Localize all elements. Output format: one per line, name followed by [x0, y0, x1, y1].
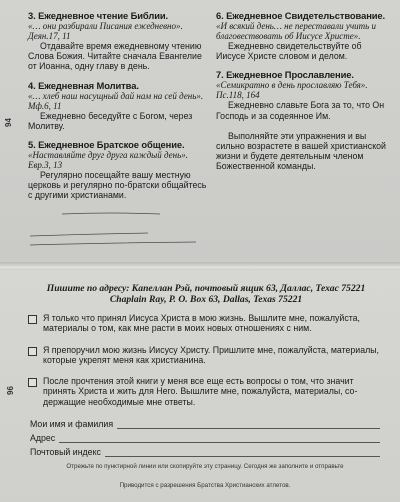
field-label: Адрес	[30, 433, 56, 443]
section-heading: 3. Ежедневное чтение Библии.	[28, 10, 169, 21]
field-line[interactable]	[59, 433, 380, 443]
section-quote: «… хлеб наш насущный дай нам на сей день». Мф.6, 11	[28, 90, 204, 111]
option-label: После прочтения этой книги у меня все еще есть вопросы о том, что значит принять Христа и жить для Него. Вышлите мне, пожалуйста, материалы, содержащие необходимые мне ответы.	[43, 376, 358, 407]
page-number-bottom: 96	[5, 386, 15, 395]
postal-code-field[interactable]	[30, 445, 380, 457]
option-have-questions[interactable]	[28, 376, 388, 407]
section-quote: «Семикратно в день прославляю Тебя». Пс.118, 164	[216, 80, 368, 101]
name-field[interactable]	[30, 417, 380, 429]
option-accepted-christ[interactable]	[28, 313, 388, 334]
section-heading: 6. Ежедневное Свидетельствование.	[216, 10, 386, 21]
option-label: Я только что принял Иисуса Христа в мою жизнь. Вышлите мне, пожалуйста, материалы о том, как мне расти в моих новых отношениях с ним.	[43, 313, 361, 334]
section-quote: «… они разбирали Писания ежедневно». Деян.17, 11	[28, 21, 183, 41]
section-heading: 5. Ежедневное Братское общение.	[28, 139, 185, 151]
checkbox[interactable]	[28, 315, 37, 324]
section-quote: «Наставляйте друг друга каждый день». Евр.3, 13	[28, 150, 188, 171]
field-label: Мои имя и фамилия	[30, 419, 114, 429]
section-text: Ежедневно свидетельствуйте об Иисусе Христе словом и делом.	[216, 41, 362, 62]
checkbox[interactable]	[28, 378, 37, 387]
mailing-address	[36, 283, 376, 305]
section-heading: 4. Ежедневная Молитва.	[28, 79, 139, 91]
address-line-russian: Пишите по адресу: Капеллан Рэй, почтовый ящик 63, Даллас, Техас 75221	[46, 283, 366, 294]
field-line[interactable]	[105, 447, 380, 457]
section-text: Ежедневно славьте Бога за то, что Он Господь и за содеянное Им.	[216, 100, 385, 121]
section-text: Ежедневно беседуйте с Богом, через Молитву.	[28, 110, 193, 131]
checkbox[interactable]	[28, 347, 37, 356]
address-field[interactable]	[30, 431, 380, 443]
field-label: Почтовый индекс	[30, 447, 101, 457]
option-label: Я препоручил мою жизнь Иисусу Христу. Пришлите мне, пожалуйста, материалы, которые укрепят меня как христианина.	[43, 344, 379, 365]
section-heading: 7. Ежедневное Прославление.	[216, 69, 354, 81]
section-text: Отдавайте время ежедневному чтению Слова Божия. Читайте сначала Евангелие от Иоанна, одну главу в день.	[28, 41, 202, 72]
cut-instruction: Отрежьте по пунктирной линии или скопируйте эту страницу. Сегодня же заполните и отправьте	[66, 463, 344, 470]
contact-fields	[30, 417, 380, 459]
field-line[interactable]	[117, 419, 380, 429]
address-line-english: Chaplain Ray, P. O. Box 63, Dallas, Texas 75221	[109, 294, 303, 305]
page-number-top: 94	[3, 118, 13, 127]
option-committed-life[interactable]	[28, 345, 388, 366]
closing-paragraph: Выполняйте эти упражнения и вы сильно возрастете в вашей христианской жизни и будете деятельным членом Божественной команды.	[216, 130, 386, 172]
page-fold	[0, 262, 400, 270]
permission-footer: Приводится с разрешения Братства Христианских атлетов.	[119, 482, 291, 489]
section-text: Регулярно посещайте вашу местную церковь и регулярно по-братски общайтесь с другими христианами.	[28, 170, 207, 201]
section-quote: «И всякий день… не переставали учить и благовествовать об Иисусе Христе».	[216, 21, 376, 41]
response-options	[28, 313, 388, 418]
